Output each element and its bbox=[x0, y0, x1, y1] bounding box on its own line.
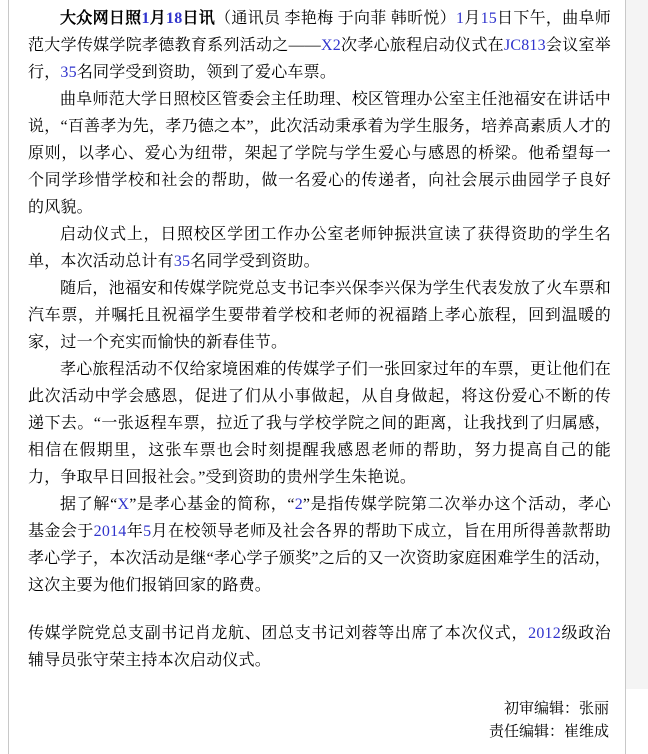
text-segment: 次孝心旅程启动仪式在 bbox=[340, 37, 504, 54]
text-segment: 月在校领导老师及社会各界的帮助下成立，旨在用所得善款帮助孝心学子，本次活动是继“孝心学子颁奖”之后的又一次资助家庭困难学生的活动，这次主要为他们报销回家的路费。 bbox=[28, 523, 611, 594]
text-segment: ”是指传媒学院第二次举办这个活动，孝心基金会于 bbox=[28, 496, 612, 540]
paragraph bbox=[28, 86, 611, 221]
text-segment: 据了解“ bbox=[60, 496, 118, 513]
text-segment: 月 bbox=[149, 10, 167, 27]
text-segment: 月 bbox=[464, 10, 481, 27]
text-segment: 级政治辅导员张守荣主持本次启动仪式。 bbox=[28, 625, 611, 669]
highlighted-number: 2 bbox=[294, 496, 303, 513]
highlighted-number: 15 bbox=[480, 10, 497, 27]
highlighted-number: 2012 bbox=[528, 625, 561, 642]
text-segment: 名同学受到资助。 bbox=[190, 253, 320, 270]
text-segment: ”是孝心基金的简称，“ bbox=[129, 496, 295, 513]
text-segment: 年 bbox=[126, 523, 144, 540]
paragraph bbox=[28, 275, 611, 356]
highlighted-number: X2 bbox=[321, 37, 341, 54]
editor-credits bbox=[28, 698, 611, 744]
text-segment: 随后，池福安和传媒学院党总支书记李兴保李兴保为学生代表发放了火车票和汽车票，并嘱托且祝福学生要带着学校和老师的祝福踏上孝心旅程，回到温暖的家，过一个充实而愉快的新春佳节。 bbox=[28, 280, 611, 351]
highlighted-number: 18 bbox=[166, 10, 183, 27]
outer-background-strip bbox=[626, 0, 648, 689]
text-segment: （通讯员 李艳梅 于向菲 韩昕悦） bbox=[215, 10, 456, 27]
highlighted-number: 35 bbox=[60, 64, 77, 81]
text-segment: 会议室举行， bbox=[28, 37, 611, 81]
text-segment: 孝心旅程活动不仅给家境困难的传媒学子们一张回家过年的车票，更让他们在此次活动中学会感恩，促进了们从小事做起，从自身做起，将这份爱心不断的传递下去。“一张返程车票，拉近了我与学校学院之间的距离，让我找到了归属感，相信在假期里，这张车票也会时刻提醒我感恩老师的帮助，努力提高自己的能力，争取早日回报社会。”受到资助的贵州学生朱艳说。 bbox=[28, 361, 611, 486]
highlighted-number: 1 bbox=[455, 10, 465, 27]
text-segment: 名同学受到资助，领到了爱心车票。 bbox=[76, 64, 337, 81]
text-segment: 大众网日照 bbox=[60, 10, 142, 27]
highlighted-number: 1 bbox=[141, 10, 150, 27]
highlighted-number: 35 bbox=[173, 253, 191, 270]
paragraph bbox=[28, 5, 611, 86]
highlighted-number: X bbox=[117, 496, 130, 513]
highlighted-number: JC813 bbox=[503, 37, 546, 54]
text-segment: 曲阜师范大学日照校区管委会主任助理、校区管理办公室主任池福安在讲话中说，“百善孝为先，孝乃德之本”，此次活动秉承着为学生服务，培养高素质人才的原则，以孝心、爱心为纽带，架起了学院与学生爱心与感恩的桥梁。他希望每一个同学珍惜学校和社会的帮助，做一名爱心的传递者，向社会展示曲园学子良好的风貌。 bbox=[28, 91, 611, 216]
highlighted-number: 5 bbox=[143, 523, 152, 540]
second-editor-credit: 责任编辑：崔维成 bbox=[488, 724, 609, 740]
paragraph bbox=[28, 356, 611, 491]
article-page bbox=[8, 0, 626, 754]
paragraph bbox=[28, 491, 611, 599]
text-segment: 传媒学院党总支副书记肖龙航、团总支书记刘蓉等出席了本次仪式， bbox=[28, 625, 529, 642]
highlighted-number: 2014 bbox=[93, 523, 127, 540]
text-segment: 日下午，曲阜师范大学传媒学院孝德教育系列活动之—— bbox=[28, 10, 611, 54]
article-body bbox=[28, 5, 611, 674]
text-segment: 启动仪式上，日照校区学团工作办公室老师钟振洪宣读了获得资助的学生名单，本次活动总计有 bbox=[28, 226, 611, 270]
text-segment: 日讯 bbox=[182, 10, 216, 27]
paragraph bbox=[28, 221, 611, 275]
paragraph bbox=[28, 620, 611, 674]
first-editor-credit: 初审编辑：张丽 bbox=[503, 701, 609, 717]
